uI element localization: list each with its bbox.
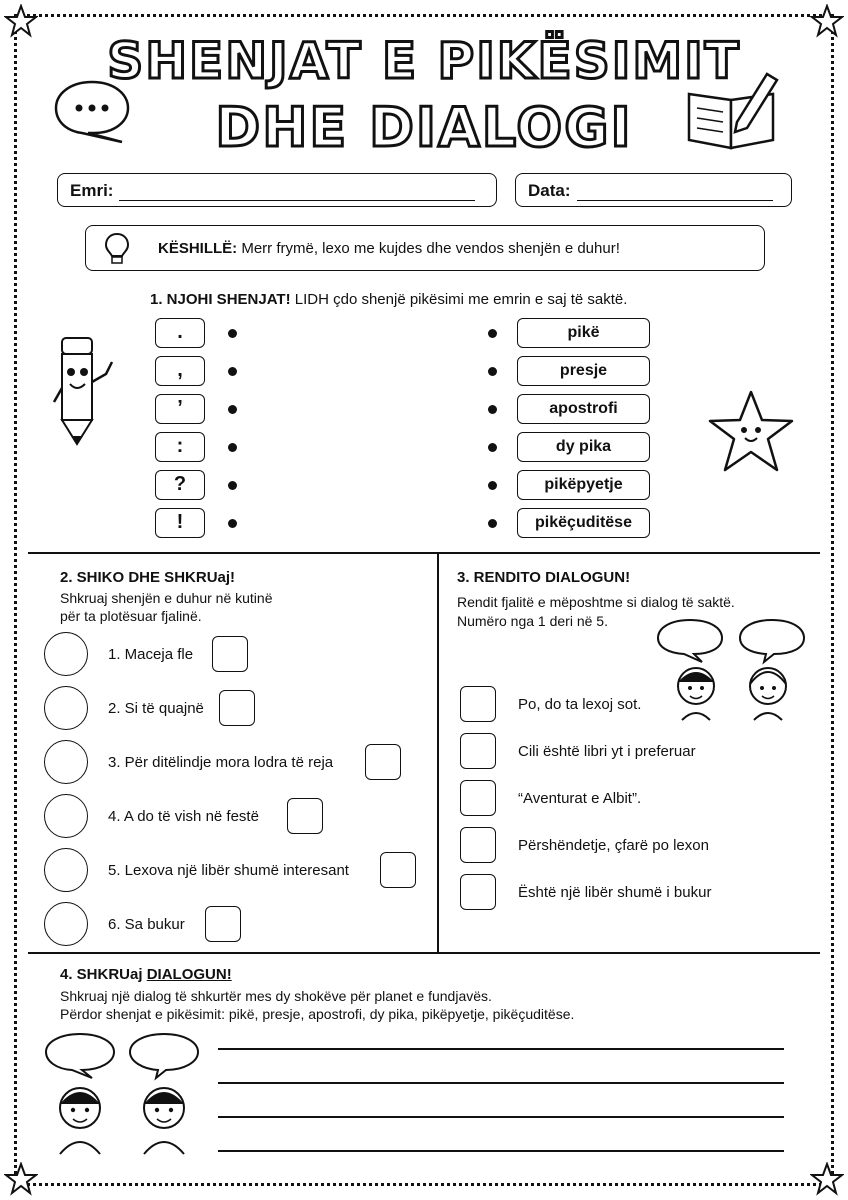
match-dot-left[interactable] [228,329,237,338]
dialog-line: Është një libër shumë i bukur [518,884,712,901]
pencil-mascot-icon [46,332,122,448]
section2-instruction-2: për ta plotësuar fjalinë. [60,608,202,624]
match-dot-right[interactable] [488,329,497,338]
speech-bubble-icon [52,78,132,144]
answer-box[interactable] [380,852,416,888]
match-dot-left[interactable] [228,481,237,490]
tip-label: KËSHILLË: [158,240,238,257]
punctuation-symbol-box: : [155,432,205,462]
section1-title [150,291,627,308]
sentence-text: 6. Sa bukur [108,916,185,933]
dialog-line: Përshëndetje, çfarë po lexon [518,837,709,854]
writing-line[interactable] [218,1048,784,1050]
answer-box[interactable] [365,744,401,780]
section2-heading: 2. SHIKO DHE SHKRUaj! [60,569,236,586]
punctuation-name-box: apostrofi [517,394,650,424]
divider-vertical [437,552,439,952]
cat-icon [44,632,88,676]
dialog-line: “Aventurat e Albit”. [518,790,642,807]
punctuation-symbol-box: . [155,318,205,348]
worksheet-title-line1: SHENJAT E PIKËSIMIT [107,32,741,90]
answer-box[interactable] [219,690,255,726]
section4-heading-b: DIALOGUN! [146,966,232,983]
writing-line[interactable] [218,1082,784,1084]
dialog-line: Cili është libri yt i preferuar [518,743,696,760]
match-dot-right[interactable] [488,405,497,414]
tip-text: Merr frymë, lexo me kujdes dhe vendos shenjën e duhur! [237,240,620,257]
section3-instruction-1: Rendit fjalitë e mëposhtme si dialog të saktë. [457,594,735,610]
date-field[interactable] [515,173,792,207]
punctuation-symbol-box: ! [155,508,205,538]
punctuation-symbol-box: ? [155,470,205,500]
section3-instruction-2: Numëro nga 1 deri në 5. [457,613,608,629]
worksheet-title-line2: DHE DIALOGI [215,96,633,159]
name-line [119,184,475,201]
section1-instruction: LIDH çdo shenjë pikësimi me emrin e saj të saktë. [290,291,628,308]
answer-box[interactable] [287,798,323,834]
date-label: Data: [528,181,571,200]
writing-line[interactable] [218,1150,784,1152]
writing-line[interactable] [218,1116,784,1118]
star-mascot-icon [704,388,798,476]
section2-instruction-1: Shkruaj shenjën e duhur në kutinë [60,590,273,606]
match-dot-left[interactable] [228,405,237,414]
open-book-icon [44,848,88,892]
section3-heading: 3. RENDITO DIALOGUN! [457,569,631,586]
match-dot-right[interactable] [488,481,497,490]
name-label: Emri: [70,181,114,200]
section4-heading-a: 4. SHKRUaj [60,966,147,983]
kids-icon [44,794,88,838]
sentence-text: 4. A do të vish në festë [108,808,259,825]
punctuation-name-box: presje [517,356,650,386]
match-dot-right[interactable] [488,443,497,452]
tip-box [85,225,765,271]
section4-instruction-2: Përdor shenjat e pikësimit: pikë, presje, apostrofi, dy pika, pikëpyetje, pikëçuditëse. [60,1006,575,1022]
divider-1 [28,552,820,554]
two-kids-talking-icon [654,616,814,724]
divider-2 [28,952,820,954]
match-dot-right[interactable] [488,519,497,528]
sentence-text: 2. Si të quajnë [108,700,204,717]
party-popper-icon [44,902,88,946]
order-number-box[interactable] [460,780,496,816]
dialog-line: Po, do ta lexoj sot. [518,696,642,713]
match-dot-left[interactable] [228,367,237,376]
sentence-text: 1. Maceja fle [108,646,194,663]
lightbulb-icon [104,232,130,266]
order-number-box[interactable] [460,733,496,769]
boy-icon [44,686,88,730]
star-icon-bottom-left [4,1162,38,1196]
answer-box[interactable] [212,636,248,672]
match-dot-left[interactable] [228,519,237,528]
section4-heading [60,966,232,983]
punctuation-symbol-box: ’ [155,394,205,424]
match-dot-left[interactable] [228,443,237,452]
match-dot-right[interactable] [488,367,497,376]
order-number-box[interactable] [460,686,496,722]
gift-icon [44,740,88,784]
two-friends-icon [40,1030,210,1156]
punctuation-name-box: pikëpyetje [517,470,650,500]
order-number-box[interactable] [460,827,496,863]
punctuation-name-box: pikëçuditëse [517,508,650,538]
book-pencil-icon [683,64,783,154]
star-icon-bottom-right [810,1162,844,1196]
punctuation-name-box: dy pika [517,432,650,462]
name-field[interactable] [57,173,497,207]
order-number-box[interactable] [460,874,496,910]
section4-instruction-1: Shkruaj një dialog të shkurtër mes dy shokëve për planet e fundjavës. [60,988,492,1004]
sentence-text: 3. Për ditëlindje mora lodra të reja [108,754,334,771]
section1-heading: 1. NJOHI SHENJAT! [150,291,291,308]
date-line [577,184,773,201]
punctuation-name-box: pikë [517,318,650,348]
sentence-text: 5. Lexova një libër shumë interesant [108,862,349,879]
punctuation-symbol-box: , [155,356,205,386]
answer-box[interactable] [205,906,241,942]
